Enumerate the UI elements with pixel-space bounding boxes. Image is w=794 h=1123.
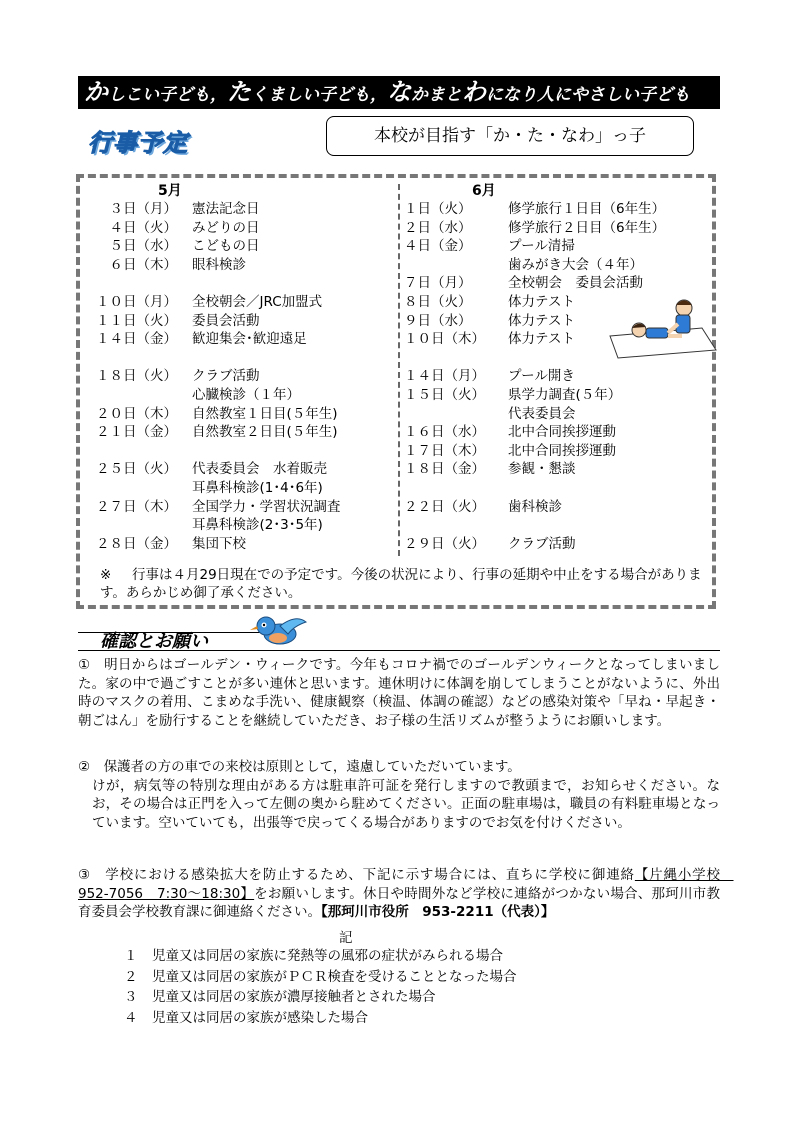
note-text: 行事は４月29日現在での予定です。今後の状況により、行事の延期や中止をする場合があります。あらかじめ御了承ください。	[100, 567, 702, 601]
note-mark: ※	[100, 567, 112, 583]
may-date: ３日（月）	[96, 201, 177, 217]
june-event: 北中合同挨拶運動	[508, 424, 616, 441]
banner-text-3: かまと	[411, 85, 462, 105]
june-row	[404, 498, 562, 516]
motto-banner	[78, 76, 720, 109]
may-row	[96, 405, 338, 423]
banner-initial-2: た	[227, 78, 251, 106]
june-date: １８日（金）	[404, 461, 485, 478]
june-date: ２９日（火）	[404, 535, 485, 552]
june-row	[404, 237, 575, 255]
may-date: １４日（金）	[96, 331, 177, 348]
may-event: 憲法記念日	[192, 201, 260, 217]
may-row	[96, 423, 338, 441]
june-event: クラブ活動	[508, 535, 576, 552]
june-event: 歯科検診	[508, 498, 562, 515]
case-number: ２	[124, 968, 138, 985]
case-text: 児童又は同居の家族に発熱等の風邪の症状がみられる場合	[152, 948, 503, 964]
june-row	[404, 219, 666, 237]
case-item	[124, 946, 517, 967]
june-event: プール開き	[508, 368, 575, 385]
paragraph-2-lead: ② 保護者の方の車での来校は原則として，遠慮していただいています。	[78, 759, 521, 775]
may-row	[96, 237, 260, 255]
case-text: 児童又は同居の家族がＰＣＲ検査を受けることとなった場合	[152, 968, 517, 985]
june-event: 代表委員会	[508, 405, 576, 422]
june-date: １４日（月）	[404, 368, 485, 385]
paragraph-1: ① 明日からはゴールデン・ウィークです。今年もコロナ禍でのゴールデンウィークとなってしまいました。家の中で過ごすことが多い連休と思います。連休明けに体調を崩してしまうことがないように、外出時のマスクの着用、こまめな手洗い、健康観察（検温、体調の確認）などの感染対策や「早ね・早起き・朝ごはん」を励行することを継続していただき、お子様の生活リズムが整うようにお願いします。	[78, 657, 720, 729]
case-number: ４	[124, 1009, 138, 1026]
case-text: 児童又は同居の家族が濃厚接触者とされた場合	[152, 989, 436, 1005]
june-row	[404, 293, 575, 311]
may-event: 自然教室２日目(５年生)	[192, 424, 338, 441]
june-event: 修学旅行１日目（6年生）	[508, 201, 666, 217]
may-date: ２７日（木）	[96, 498, 177, 515]
may-heading: 5月	[158, 183, 182, 199]
section-rule	[78, 650, 720, 651]
may-event: 集団下校	[192, 535, 246, 552]
banner-text-1: しこい子ども，	[108, 85, 227, 105]
may-event: 全国学力・学習状況調査	[192, 498, 341, 515]
events-logo-title: 行事予定	[88, 129, 188, 157]
may-row	[96, 312, 260, 330]
june-row	[404, 367, 575, 385]
school-contact: 【片縄小学校 952-7056 7:30～18:30】	[78, 867, 734, 902]
paragraph-2	[78, 758, 720, 832]
june-date: １５日（火）	[404, 387, 485, 403]
june-date: ２２日（火）	[404, 498, 485, 515]
june-row	[404, 330, 575, 348]
june-event: 体力テスト	[508, 331, 575, 348]
section-title: 確認とお願い	[100, 631, 208, 652]
may-event: 自然教室１日目(５年生)	[192, 405, 338, 422]
column-divider	[398, 184, 400, 556]
june-event: 全校朝会 委員会活動	[508, 275, 643, 292]
june-date: １０日（木）	[404, 331, 485, 348]
may-event: 全校朝会／JRC加盟式	[192, 294, 323, 310]
may-event: 眼科検診	[192, 256, 246, 273]
june-date: ４日（金）	[404, 238, 472, 255]
june-date: １７日（木）	[404, 442, 485, 459]
may-date: １８日（火）	[96, 368, 177, 385]
may-event: みどりの日	[192, 219, 260, 236]
may-row	[96, 498, 341, 516]
case-number: ３	[124, 989, 138, 1005]
case-list	[124, 946, 517, 1028]
june-row	[404, 535, 576, 553]
may-event: こどもの日	[192, 238, 260, 255]
may-date: １０日（月）	[96, 294, 177, 310]
june-event: プール清掃	[508, 238, 575, 255]
paragraph-2-body: けが，病気等の特別な理由がある方は駐車許可証を発行しますので教頭まで，お知らせください。なお，その場合は正門を入って左側の奥から駐めてください。正面の駐車場は，職員の有料駐車場となっています。空いていても，出張等で戻ってくる場合がありますのでお気を付けください。	[92, 777, 720, 831]
may-event: クラブ活動	[192, 368, 260, 385]
may-row	[96, 367, 260, 385]
june-event: 歯みがき大会（４年）	[508, 256, 643, 273]
may-event: 心臓検診（１年）	[192, 387, 300, 403]
case-text: 児童又は同居の家族が感染した場合	[152, 1009, 368, 1026]
paragraph-3-mid: をお願いします。休日や時間外など学校に連絡がつかない場合、那珂川市教育委員会学校教育課に御連絡ください。	[78, 885, 720, 920]
may-row	[96, 330, 307, 348]
banner-text-2: くましい子ども，	[251, 85, 387, 105]
may-date: ２０日（木）	[96, 405, 177, 422]
may-date: １１日（火）	[96, 312, 177, 329]
schedule-box	[76, 174, 716, 609]
banner-initial-4: わ	[462, 78, 486, 106]
june-event: 体力テスト	[508, 294, 575, 310]
banner-initial-1: か	[84, 78, 108, 106]
city-office-contact: 【那珂川市役所 953-2211（代表）】	[321, 904, 555, 920]
paragraph-3	[78, 866, 734, 922]
may-event: 代表委員会 水着販売	[192, 461, 327, 478]
june-event: 北中合同挨拶運動	[508, 442, 616, 459]
june-event: 参観・懇談	[508, 461, 576, 478]
june-row	[404, 460, 576, 478]
may-date: ２８日（金）	[96, 535, 177, 552]
may-event: 耳鼻科検診(2･3･5年)	[192, 517, 323, 534]
schedule-note	[100, 566, 710, 602]
june-row	[404, 274, 643, 292]
ki-heading: 記	[339, 930, 353, 946]
may-row	[96, 219, 260, 237]
case-item	[124, 967, 517, 988]
school-motto-box: 本校が目指す「か・た・なわ」っ子	[326, 116, 694, 156]
june-date: １日（火）	[404, 201, 472, 217]
june-date: ２日（水）	[404, 219, 472, 236]
may-date: ２５日（火）	[96, 461, 177, 478]
bird-icon	[250, 612, 310, 648]
may-row	[96, 293, 323, 311]
june-event: 体力テスト	[508, 312, 575, 329]
may-date: ６日（木）	[96, 256, 177, 273]
may-date: ４日（火）	[96, 219, 177, 236]
june-heading: 6月	[472, 183, 496, 199]
may-event: 歓迎集会･歓迎遠足	[192, 331, 307, 348]
may-row	[96, 200, 260, 218]
paragraph-3-lead: ③ 学校における感染拡大を防止するため、下記に示す場合には、直ちに学校に御連絡	[78, 867, 635, 883]
may-date: ２１日（金）	[96, 424, 177, 441]
june-event: 修学旅行２日目（6年生）	[508, 219, 666, 236]
banner-initial-3: な	[387, 78, 411, 106]
june-date: ９日（水）	[404, 312, 472, 329]
case-item	[124, 987, 517, 1008]
june-date: １６日（水）	[404, 424, 485, 441]
banner-text-4: になり人にやさしい子ども	[486, 85, 690, 105]
may-row	[96, 535, 246, 553]
may-event: 委員会活動	[192, 312, 260, 329]
june-row	[404, 312, 575, 330]
june-row	[404, 442, 616, 460]
may-date: ５日（水）	[96, 238, 177, 255]
june-row	[404, 200, 666, 218]
may-event: 耳鼻科検診(1･4･6年)	[192, 480, 323, 496]
june-row	[404, 423, 616, 441]
june-row	[404, 386, 622, 404]
fitness-test-illustration	[604, 296, 718, 362]
case-item	[124, 1008, 517, 1029]
june-date: ８日（火）	[404, 294, 472, 310]
may-row	[96, 460, 327, 478]
case-number: １	[124, 948, 138, 964]
may-row	[96, 256, 246, 274]
june-event: 県学力調査(５年）	[508, 387, 622, 403]
june-date: ７日（月）	[404, 275, 472, 292]
